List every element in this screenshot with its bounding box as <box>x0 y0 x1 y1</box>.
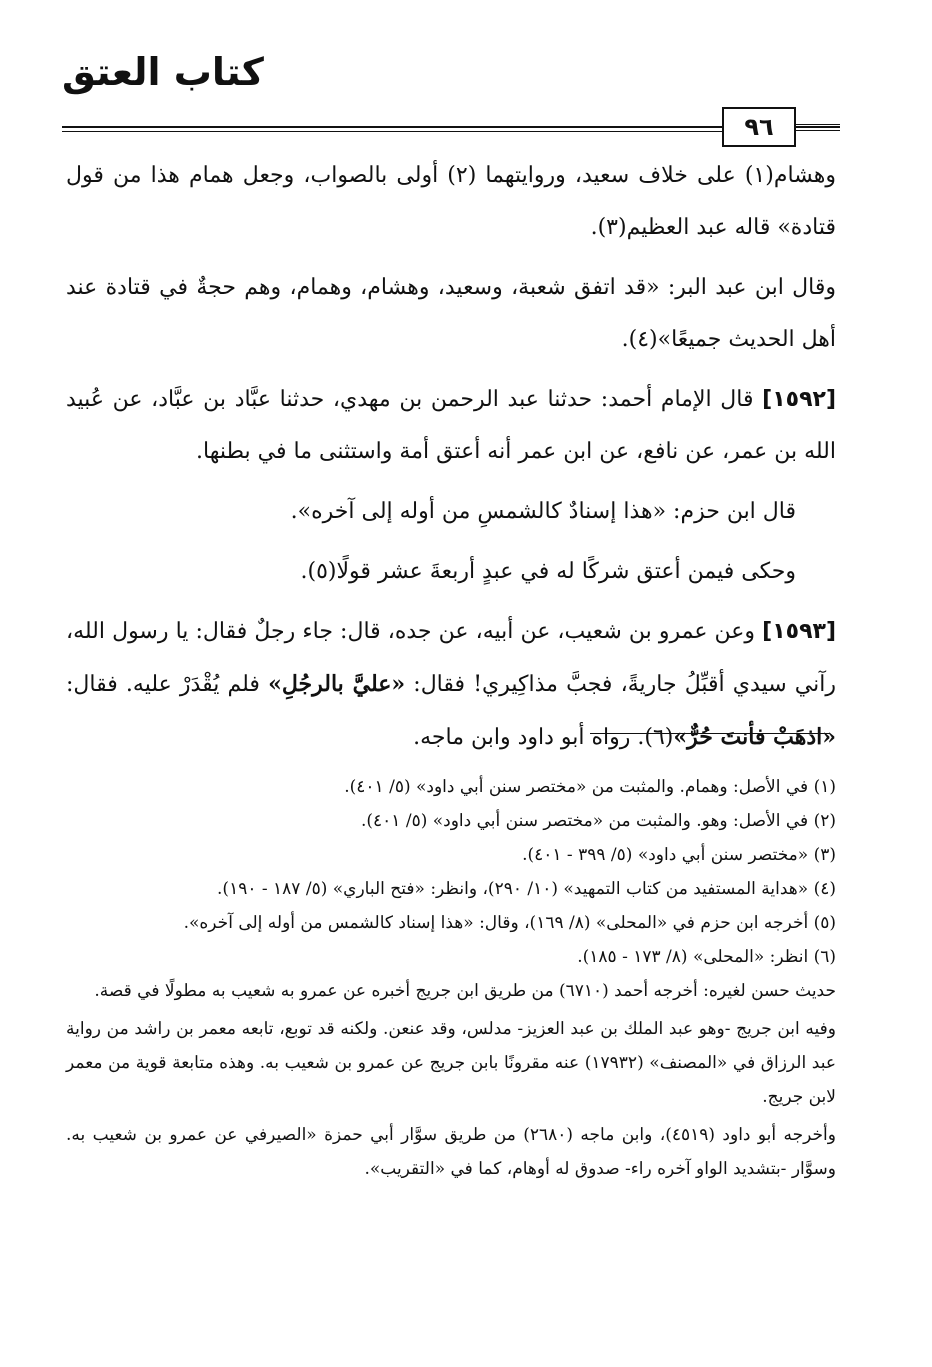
footnote: (٤) «هداية المستفيد من كتاب التمهيد» (١٠/ ٢٩٠)، وانظر: «فتح الباري» (٥/ ١٨٧ - ١٩٠). <box>217 879 836 899</box>
paragraph: قال ابن حزم: «هذا إسنادٌ كالشمسِ من أوله إلى آخره». <box>290 499 796 524</box>
hadith-text: وعن عمرو بن شعيب، عن أبيه، عن جده، قال: جاء رجلٌ فقال: يا رسول الله، رآني سيدي أقبِّلُ جاريةً، فجبَّ مذاكِيري! فقال: <box>66 619 837 697</box>
prophetic-quote: «عليَّ بالرجُلِ» <box>268 671 406 697</box>
hadith-number: [١٥٩٢] <box>762 387 836 412</box>
main-text <box>66 150 836 772</box>
footnote-separator <box>590 733 830 734</box>
footnote: (١) في الأصل: وهمام. والمثبت من «مختصر سنن أبي داود» (٥/ ٤٠١). <box>344 777 836 797</box>
header-rule-thin <box>62 131 722 132</box>
prophetic-quote: «اذهَبْ فأنتَ حُرٌّ» <box>673 724 836 750</box>
footnote: (٦) انظر: «المحلى» (٨/ ١٧٣ - ١٨٥). <box>577 947 836 967</box>
header-rule-right-thin <box>794 130 840 131</box>
footnote: (٢) في الأصل: وهو. والمثبت من «مختصر سنن أبي داود» (٥/ ٤٠١). <box>360 811 836 831</box>
footnote: (٣) «مختصر سنن أبي داود» (٥/ ٣٩٩ - ٤٠١). <box>522 845 836 865</box>
paragraph: وحكى فيمن أعتق شركًا له في عبدٍ أربعةَ عشر قولًا(٥). <box>300 559 796 584</box>
hadith-text: (٦). رواه أبو داود وابن ماجه. <box>413 725 674 750</box>
page-number: ٩٦ <box>722 107 796 147</box>
paragraph: وقال ابن عبد البر: «قد اتفق شعبة، وسعيد، وهشام، وهمام، وهم حجةٌ في قتادة عند أهل الحديث جميعًا»(٤). <box>66 275 836 352</box>
header-rule-right <box>794 124 840 125</box>
hadith-text: قال الإمام أحمد: حدثنا عبد الرحمن بن مهدي، حدثنا عبَّاد بن عبَّاد، عن عُبيد الله بن عمر، عن نافع، عن ابن عمر أنه أعتق أمة واستثنى ما في بطنها. <box>66 387 836 464</box>
hadith-text: فلم يُقْدَرْ عليه. فقال: <box>66 672 269 697</box>
hadith-paragraph <box>66 606 836 764</box>
book-title: كتاب العتق <box>62 50 264 94</box>
hadith-paragraph <box>66 374 836 478</box>
footnote-commentary: وفيه ابن جريج -وهو عبد الملك بن عبد العزيز- مدلس، وقد عنعن. ولكنه قد توبع، تابعه معمر بن راشد من رواية عبد الرزاق في «المصنف» (١٧٩٣٢) عنه مقرونًا بابن جريج عن عمرو بن شعيب به. وهذه متابعة قوية من معمر لابن جريج. <box>66 1019 836 1107</box>
hadith-number: [١٥٩٣] <box>762 619 836 644</box>
paragraph: وهشام(١) على خلاف سعيد، وروايتهما (٢) أولى بالصواب، وجعل همام هذا من قول قتادة» قاله عبد العظيم(٣). <box>66 163 836 240</box>
footnote-commentary: وأخرجه أبو داود (٤٥١٩)، وابن ماجه (٢٦٨٠) من طريق سوَّار أبي حمزة «الصيرفي عن عمرو بن شعيب به. وسوَّار -بتشديد الواو آخره راء- صدوق له أوهام، كما في «التقريب». <box>66 1125 836 1179</box>
footnotes <box>66 770 836 1186</box>
footnote-commentary: حديث حسن لغيره: أخرجه أحمد (٦٧١٠) من طريق ابن جريج أخبره عن عمرو به شعيب به مطولًا في قصة. <box>94 981 836 1001</box>
footnote: (٥) أخرجه ابن حزم في «المحلى» (٨/ ١٦٩)، وقال: «هذا إسناد كالشمس من أوله إلى آخره». <box>183 913 836 933</box>
